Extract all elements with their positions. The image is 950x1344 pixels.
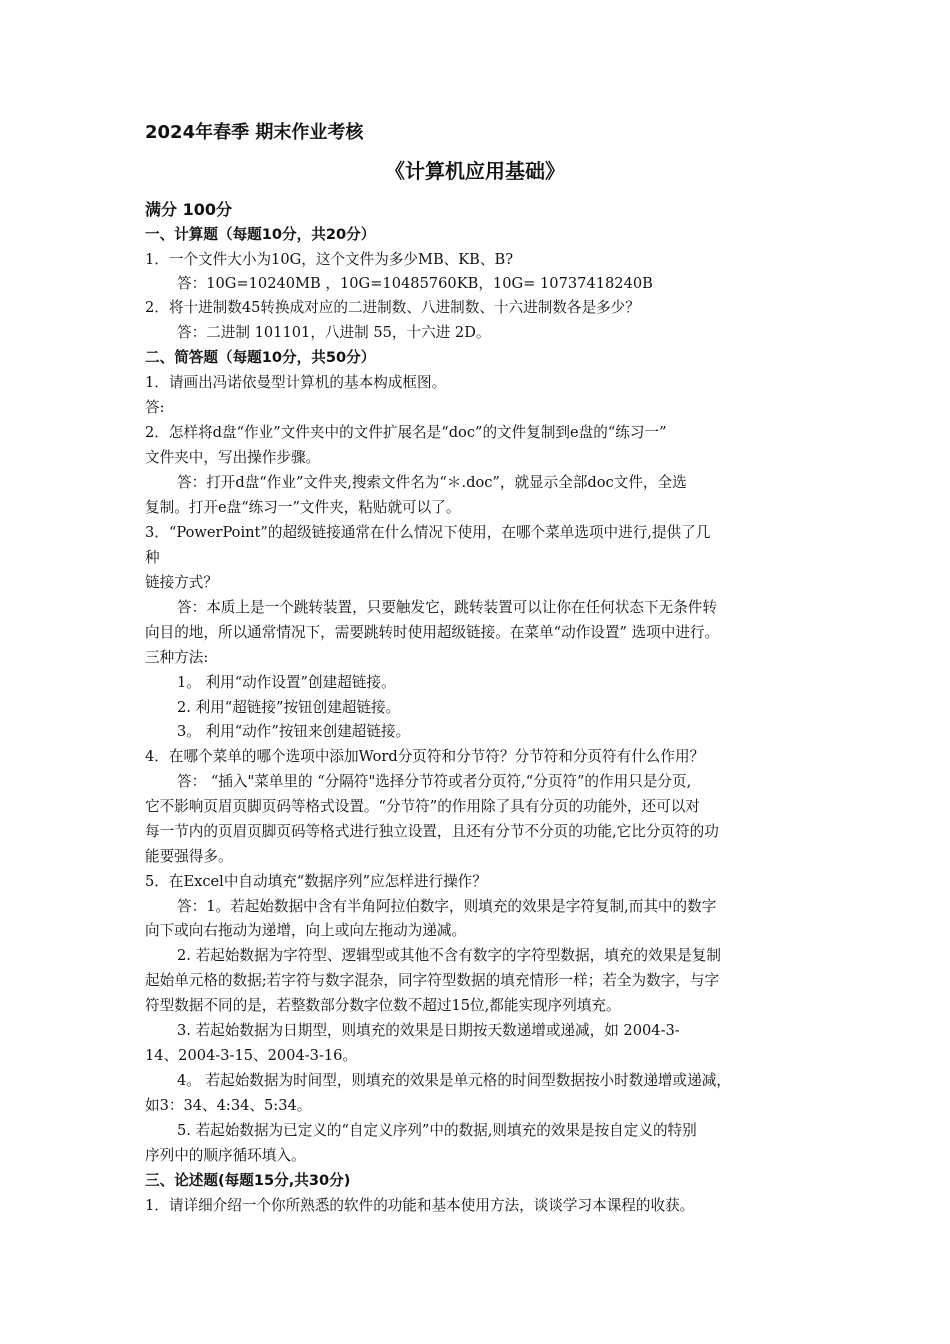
section-heading: 一、计算题（每题10分，共20分） xyxy=(145,226,376,243)
term-title: 2024年春季 期末作业考核 xyxy=(145,122,364,143)
answer-line: 4。 若起始数据为时间型，则填充的效果是单元格的时间型数据按小时数递增或递减， xyxy=(177,1072,731,1089)
answer-line: 序列中的顺序循环填入。 xyxy=(145,1147,306,1164)
answer-line: 如3：34、4:34、5:34。 xyxy=(145,1097,312,1114)
answer-line: 向下或向右拖动为递增，向上或向左拖动为递减。 xyxy=(145,922,467,939)
answer-line: 3. 若起始数据为日期型，则填充的效果是日期按天数递增或递减，如 2004-3- xyxy=(177,1022,680,1039)
question-line: 5．在Excel中自动填充“数据序列”应怎样进行操作？ xyxy=(145,873,487,890)
answer-line: 答：二进制 101101，八进制 55，十六进 2D。 xyxy=(177,324,491,341)
answer-line: 符型数据不同的是，若整数部分数字位数不超过15位,都能实现序列填充。 xyxy=(145,997,621,1014)
question-line: 1．请画出冯诺依曼型计算机的基本构成框图。 xyxy=(145,374,447,391)
question-line: 1．请详细介绍一个你所熟悉的软件的功能和基本使用方法，谈谈学习本课程的收获。 xyxy=(145,1197,695,1214)
question-line: 4．在哪个菜单的哪个选项中添加Word分页符和分节符？分节符和分页符有什么作用？ xyxy=(145,748,705,765)
answer-line: 向目的地，所以通常情况下，需要跳转时使用超级链接。在菜单“动作设置” 选项中进行。 xyxy=(145,624,720,641)
answer-line: 5. 若起始数据为已定义的“自定义序列”中的数据,则填充的效果是按自定义的特别 xyxy=(177,1122,697,1139)
question-line: 3．“PowerPoint”的超级链接通常在什么情况下使用，在哪个菜单选项中进行,提供了几 xyxy=(145,524,711,541)
answer-line: 起始单元格的数据;若字符与数字混杂，同字符型数据的填充情形一样；若全为数字，与字 xyxy=(145,972,720,989)
answer-line: 答：10G=10240MB ，10G=10485760KB，10G= 10737418240B xyxy=(177,275,653,292)
question-line: 链接方式？ xyxy=(145,574,218,591)
answer-line: 答：打开d盘“作业”文件夹,搜索文件名为“＊.doc”，就显示全部doc文件，全选 xyxy=(177,474,687,491)
section-heading: 二、简答题（每题10分，共50分） xyxy=(145,349,376,366)
answer-line: 3。 利用“动作”按钮来创建超链接。 xyxy=(177,723,411,740)
answer-line: 它不影响页眉页脚页码等格式设置。“分节符”的作用除了具有分页的功能外，还可以对 xyxy=(145,798,700,815)
question-line: 1．一个文件大小为10G，这个文件为多少MB、KB、B? xyxy=(145,251,514,268)
question-line: 2．怎样将d盘“作业”文件夹中的文件扩展名是“doc”的文件复制到e盘的“练习一” xyxy=(145,424,667,441)
answer-line: 每一节内的页眉页脚页码等格式进行独立设置，且还有分节不分页的功能,它比分页符的功 xyxy=(145,823,719,840)
answer-line: 答：1。若起始数据中含有半角阿拉伯数字，则填充的效果是字符复制,而其中的数字 xyxy=(177,898,717,915)
answer-line: 2. 若起始数据为字符型、逻辑型或其他不含有数字的字符型数据，填充的效果是复制 xyxy=(177,947,721,964)
section-heading: 三、论述题(每题15分,共30分) xyxy=(145,1172,351,1189)
answer-line: 1。 利用“动作设置”创建超链接。 xyxy=(177,674,396,691)
question-line: 文件夹中，写出操作步骤。 xyxy=(145,449,321,466)
answer-line: 能要强得多。 xyxy=(145,848,233,865)
answer-line: 三种方法: xyxy=(145,649,209,666)
answer-line: 复制。打开e盘“练习一”文件夹，粘贴就可以了。 xyxy=(145,499,461,516)
answer-line: 2. 利用“超链接”按钮创建超链接。 xyxy=(177,699,401,716)
answer-line: 答: xyxy=(145,399,165,416)
full-score: 满分 100分 xyxy=(145,200,232,219)
question-line: 种 xyxy=(145,549,160,566)
answer-line: 答：本质上是一个跳转装置，只要触发它，跳转装置可以让你在任何状态下无条件转 xyxy=(177,599,717,616)
course-title: 《计算机应用基础》 xyxy=(385,159,565,183)
question-line: 2．将十进制数45转换成对应的二进制数、八进制数、十六进制数各是多少？ xyxy=(145,299,640,316)
answer-line: 14、2004-3-15、2004-3-16。 xyxy=(145,1047,358,1064)
answer-line: 答： “插入"菜单里的 “分隔符"选择分节符或者分页符,“分页符”的作用只是分页, xyxy=(177,773,692,790)
